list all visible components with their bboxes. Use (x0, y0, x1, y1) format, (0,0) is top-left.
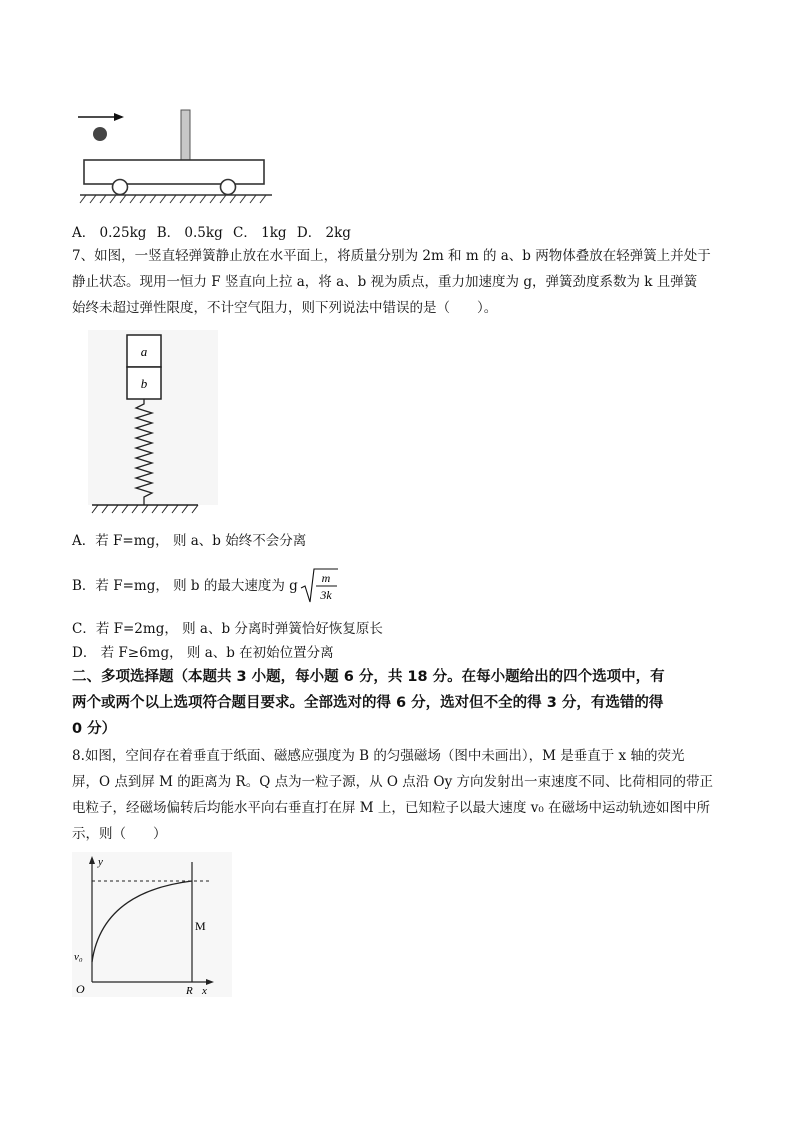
q8-line-2: 屏，O 点到屏 M 的距离为 R。Q 点为一粒子源，从 O 点沿 Oy 方向发射出一束速度不同、比荷相同的带正 (72, 774, 714, 790)
v0-label: v₀ (74, 951, 83, 963)
cart-body (84, 160, 264, 184)
ground-hatch (80, 195, 266, 203)
pole (181, 110, 190, 160)
q8-line-1: 8.如图，空间存在着垂直于纸面、磁感应强度为 B 的匀强磁场（图中未画出），M 是垂直于 x 轴的荧光 (72, 748, 685, 764)
q7-line-1: 7、如图，一竖直轻弹簧静止放在水平面上，将质量分别为 2m 和 m 的 a、b 两物体叠放在轻弹簧上并处于 (72, 248, 711, 264)
trajectory-diagram (72, 852, 232, 1002)
ground-hatch (92, 505, 198, 513)
block-b-label: b (140, 376, 148, 391)
section2-line-3: 0 分） (72, 721, 117, 737)
q7-option-b-prefix: B．若 F=mg， 则 b 的最大速度为 g (72, 578, 298, 594)
arrow-head (114, 113, 124, 121)
q7-line-2: 静止状态。现用一恒力 F 竖直向上拉 a，将 a、b 视为质点，重力加速度为 g，弹簧劲度系数为 k 且弹簧 (72, 274, 698, 290)
y-axis-label: y (98, 856, 103, 868)
cart-diagram (72, 96, 292, 216)
r-label: R (186, 985, 193, 997)
spring-figure (88, 330, 218, 520)
q6-option-a: A． 0.25kg (72, 225, 147, 241)
q6-option-c: C． 1kg (233, 225, 287, 241)
right-wheel (221, 180, 236, 195)
sqrt-denominator: 3k (320, 588, 332, 602)
trajectory-figure (72, 852, 232, 1002)
q8-line-3: 电粒子，经磁场偏转后均能水平向右垂直打在屏 M 上，已知粒子以最大速度 v₀ 在磁场中运动轨迹如图中所 (72, 800, 711, 816)
q7-option-d: D． 若 F≥6mg， 则 a、b 在初始位置分离 (72, 645, 334, 661)
q7-option-c: C．若 F=2mg， 则 a、b 分离时弹簧恰好恢复原长 (72, 621, 383, 637)
section2-line-2: 两个或两个以上选项符合题目要求。全部选对的得 6 分，选对但不全的得 3 分，有选错的得 (72, 695, 664, 711)
spring-diagram (88, 330, 218, 520)
q8-line-4: 示，则（ ） (72, 826, 167, 842)
sqrt-fraction (299, 566, 339, 606)
screen-m-label: M (195, 919, 206, 933)
block-a-label: a (140, 344, 148, 359)
q7-option-a: A．若 F=mg， 则 a、b 始终不会分离 (72, 533, 307, 549)
left-wheel (113, 180, 128, 195)
origin-label: O (76, 982, 85, 996)
sqrt-numerator: m (321, 571, 331, 585)
section2-line-1: 二、多项选择题（本题共 3 小题，每小题 6 分，共 18 分。在每小题给出的四个选项中，有 (72, 669, 665, 685)
q6-option-d: D． 2kg (296, 225, 351, 241)
q7-line-3: 始终未超过弹性限度，不计空气阻力，则下列说法中错误的是（ ）。 (72, 300, 498, 316)
q6-option-b: B． 0.5kg (156, 225, 223, 241)
cart-figure (72, 96, 292, 216)
q7-option-b (72, 566, 339, 606)
ball (93, 127, 107, 141)
x-axis-label: x (202, 985, 207, 997)
